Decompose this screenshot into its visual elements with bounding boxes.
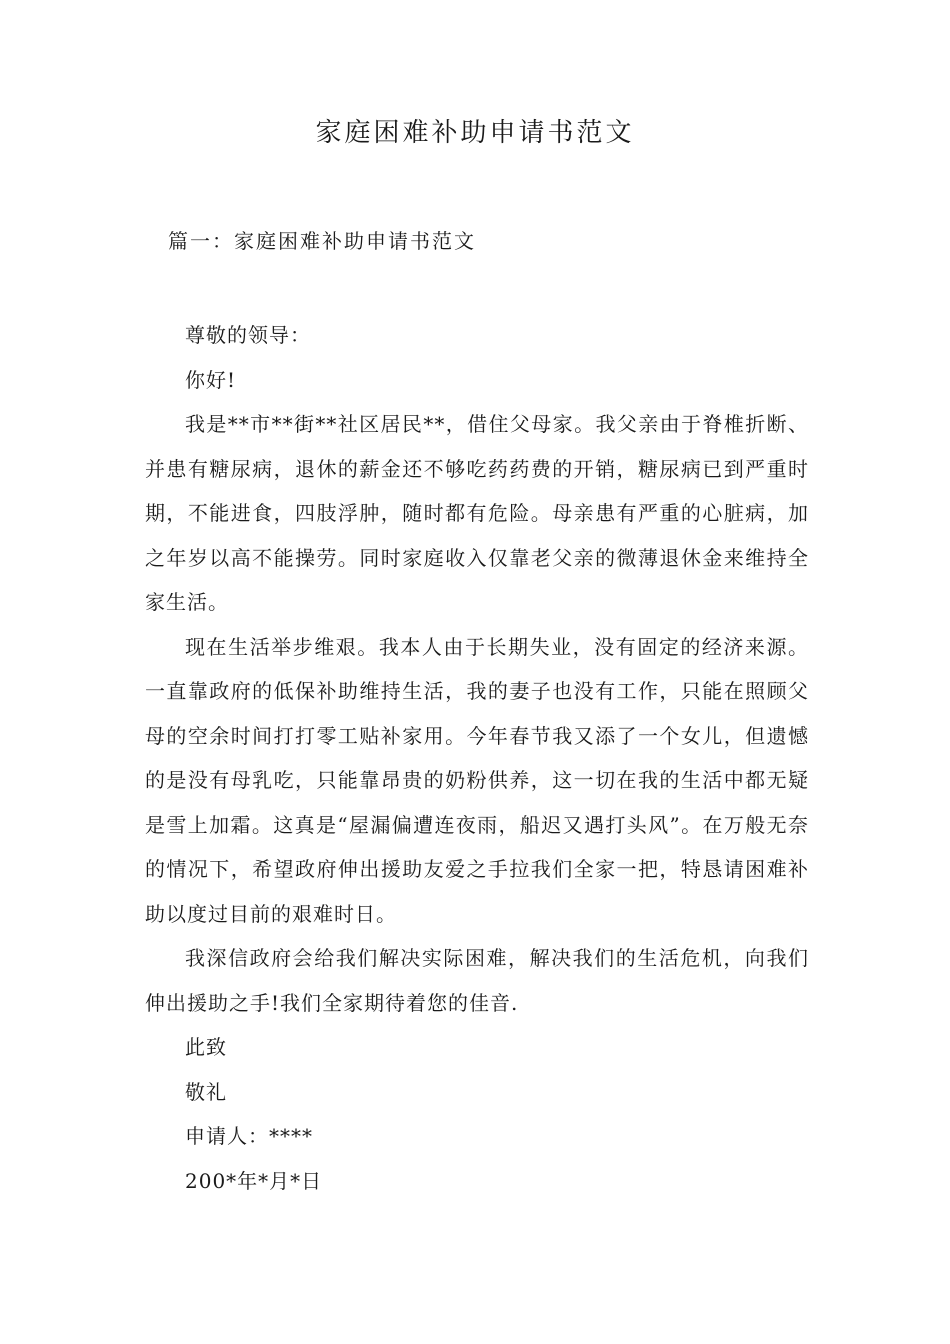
- salutation: 尊敬的领导：: [185, 323, 311, 347]
- date-line: 200*年*月*日: [185, 1168, 323, 1193]
- paragraph-2: 现在生活举步维艰。我本人由于长期失业，没有固定的经济来源。一直靠政府的低保补助维持生活，我的妻子也没有工作，只能在照顾父母的空余时间打打零工贴补家用。今年春节我又添了一个女儿，但遗憾的是没有母乳吃，只能靠昂贵的奶粉供养，这一切在我的生活中都无疑是雪上加霜。这真是“屋漏偏遭连夜雨，船迟又遇打头风”。在万般无奈的情况下，希望政府伸出援助友爱之手拉我们全家一把，特恳请困难补助以度过目前的艰难时日。: [145, 634, 809, 926]
- closing-line-1: 此致: [185, 1035, 227, 1059]
- applicant-line: 申请人：****: [185, 1124, 313, 1148]
- greeting: 你好!: [185, 367, 237, 392]
- paragraph-3: 我深信政府会给我们解决实际困难，解决我们的生活危机，向我们伸出援助之手!我们全家期待着您的佳音.: [145, 946, 809, 1015]
- paragraph-1: 我是**市**街**社区居民**，借住父母家。我父亲由于脊椎折断、并患有糖尿病，退休的薪金还不够吃药药费的开销，糖尿病已到严重时期，不能进食，四肢浮肿，随时都有危险。母亲患有严重的心脏病，加之年岁以高不能操劳。同时家庭收入仅靠老父亲的微薄退休金来维持全家生活。: [145, 412, 809, 614]
- letter-body: [145, 313, 809, 1203]
- section-heading: 篇一：家庭困难补助申请书范文: [168, 229, 476, 253]
- closing-line-2: 敬礼: [185, 1079, 227, 1104]
- document-title: 家庭困难补助申请书范文: [315, 118, 635, 148]
